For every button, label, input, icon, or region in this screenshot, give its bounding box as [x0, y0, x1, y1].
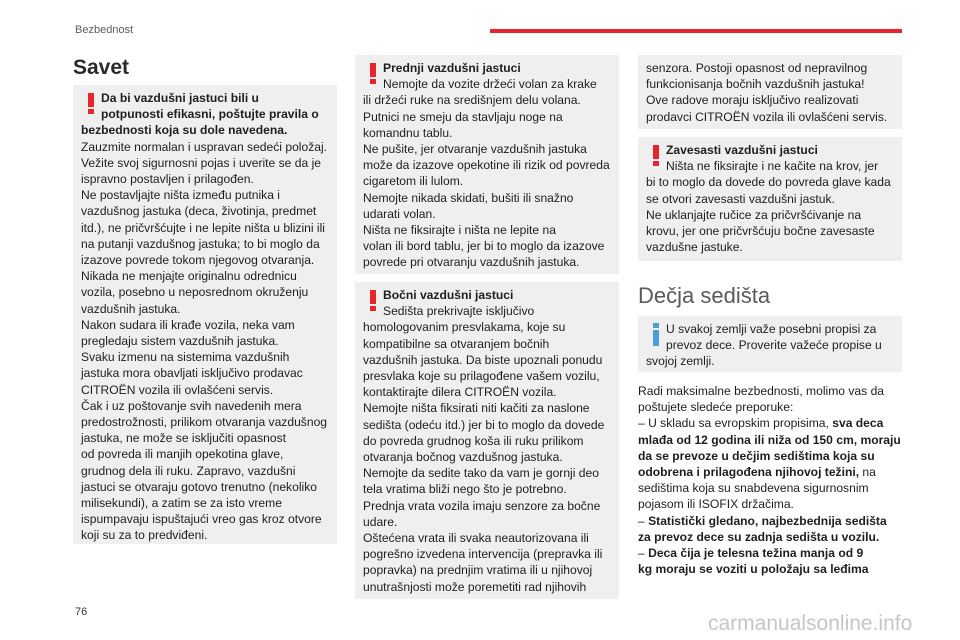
- child-seats-info-box: [638, 316, 902, 372]
- rec-line-4: mlađa od 12 godina ili niža od 150 cm, moraju: [638, 432, 901, 447]
- warning-exclamation-icon: [369, 290, 377, 312]
- advice-intro-line-2: potpunosti efikasni, poštujte pravila o: [101, 107, 319, 122]
- advice-intro-line-1: Da bi vazdušni jastuci bili u: [101, 91, 259, 105]
- curtain-airbags-first-line: Ništa ne fiksirajte i ne kačite na krov, jer: [666, 159, 879, 174]
- advice-body: Zauzmite normalan i uspravan sedeći položaj. Vežite svoj sigurnosni pojas i uverite se da je ispravno postavljen i prilagođen. Ne postavljajte ništa između putnika i vazdušnog jastuka (deca, životinja, predmet itd.), ne pričvršćujte i ne lepite ništa u blizini ili na putanji vazdušnog jastuka; to bi moglo da izazove povrede tokom njegovog otvaranja. Nikada ne menjajte originalnu odrednicu vozila, posebno u neposrednom okruženju vazdušnih jastuka. Nakon sudara ili krađe vozila, neka vam pregledaju sistem vazdušnih jastuka. Svaku izmenu na sistemima vazdušnih jastuka mora obavljati isključivo prodavac CITROËN vozila ili ovlašćeni servis. Čak i uz poštovanje svih navedenih mera predostrožnosti, prilikom otvaranja vazdušnog jastuka, ne može se isključiti opasnost od povreda ili manjih opekotina glave, grudnog dela ili ruku. Zapravo, vazdušni jastuci se otvaraju gotovo trenutno (nekoliko milisekundi), a zatim se za isto vreme ispumpavaju ispuštajući vreo gas kroz otvore koji su za to predviđeni.: [81, 139, 328, 543]
- side-airbags-body: homologovanim presvlakama, koje su kompatibilne sa otvaranjem bočnih vazdušnih jastuka. Da biste upoznali ponudu presvlaka koje su prilagođene vašem vozilu, kontaktirajte dilera CITROËN vozila. Nemojte ništa fiksirati niti kačiti za naslone sedišta (odeću itd.) jer bi to moglo da dovede do povreda grudnog koša ili ruku prilikom otvaranja bočnog vazdušnog jastuka. Nemojte da sedite tako da vam je gornji deo tela vratima bliži nego što je potrebno. Prednja vrata vozila imaju senzore za bočne udare. Oštećena vrata ili svaka neautorizovana ili pogrešno izvedena intervencija (prepravka ili popravka) na prednjim vratima ili u njihovoj unutrašnjosti može poremetiti rad njihovih: [363, 320, 605, 594]
- side-airbags-title: Bočni vazdušni jastuci: [383, 288, 514, 302]
- heading-savet: Savet: [73, 56, 130, 79]
- watermark: carmanualsonline.info: [708, 612, 913, 635]
- header-accent-bar: [490, 29, 902, 33]
- rec-line-1: Radi maksimalne bezbednosti, molimo vas da: [638, 384, 885, 398]
- rec-line-8: pojasom ili ISOFIX držačima.: [638, 497, 794, 512]
- warning-exclamation-icon: [369, 63, 377, 85]
- info-line-1: U svakoj zemlji važe posebni propisi za: [666, 322, 877, 336]
- rec-line-11: – Deca čija je telesna težina manja od 9: [638, 546, 864, 561]
- info-line-3: svojoj zemlji.: [646, 354, 715, 369]
- advice-box: [73, 85, 337, 544]
- heading-child-seats: Dečja sedišta: [638, 283, 771, 308]
- front-airbags-title: Prednji vazdušni jastuci: [383, 61, 521, 75]
- rec-line-10: za prevoz dece su zadnja sedišta u vozilu.: [638, 529, 880, 544]
- section-title: Bezbednost: [75, 24, 134, 36]
- side-airbags-box: [355, 282, 619, 599]
- front-airbags-box: [355, 55, 619, 274]
- rec-line-12: kg moraju se voziti u položaju sa leđima: [638, 562, 869, 577]
- rec-line-9: – Statistički gledano, najbezbednija sedišta: [638, 513, 887, 528]
- info-line-2: prevoz dece. Proverite važeće propise u: [666, 338, 882, 353]
- front-airbags-first-line: Nemojte da vozite držeći volan za krake: [383, 77, 597, 92]
- rec-line-6: odobrena i prilagođena njihovoj težini, na: [638, 465, 876, 480]
- curtain-airbags-title: Zavesasti vazdušni jastuci: [666, 143, 818, 157]
- side-airbags-continued-box: [638, 55, 902, 129]
- side-airbags-first-line: Sedišta prekrivajte isključivo: [383, 304, 535, 319]
- warning-exclamation-icon: [652, 145, 660, 167]
- advice-intro-line-3: bezbednosti koja su dole navedena.: [81, 123, 288, 138]
- rec-line-2: poštujete sledeće preporuke:: [638, 400, 794, 415]
- curtain-airbags-body: bi to moglo da dovede do povreda glave kada se otvori zavesasti vazdušni jastuk. Ne uklanjajte ručice za pričvršćivanje na krovu, jer one pričvršćuju bočne zavesaste vazdušne jastuke.: [646, 175, 891, 255]
- rec-line-7: sedištima koja su snabdevena sigurnosnim: [638, 481, 869, 496]
- rec-line-5: da se prevoze u dečjim sedištima koja su: [638, 448, 875, 463]
- warning-exclamation-icon: [87, 93, 95, 115]
- curtain-airbags-box: [638, 137, 902, 261]
- page-number: 76: [75, 606, 88, 618]
- child-seats-recommendations: [638, 383, 908, 577]
- front-airbags-body: ili držeći ruke na središnjem delu volana. Putnici ne smeju da stavljaju noge na komandnu tablu. Ne pušite, jer otvaranje vazdušnih jastuka može da izazove opekotine ili rizik od povreda cigaretom ili lulom. Nemojte nikada skidati, bušiti ili snažno udarati volan. Ništa ne fiksirajte i ništa ne lepite na volan ili bord tablu, jer bi to moglo da izazove povrede pri otvaranju vazdušnih jastuka.: [363, 93, 610, 270]
- rec-line-3: – U skladu sa evropskim propisima, sva deca: [638, 416, 884, 431]
- side-airbags-continued-body: senzora. Postoji opasnost od nepravilnog funkcionisanja bočnih vazdušnih jastuka! Ove radove moraju isključivo realizovati prodavci CITROËN vozila ili ovlašćeni servis.: [646, 61, 888, 124]
- info-icon: [652, 323, 660, 347]
